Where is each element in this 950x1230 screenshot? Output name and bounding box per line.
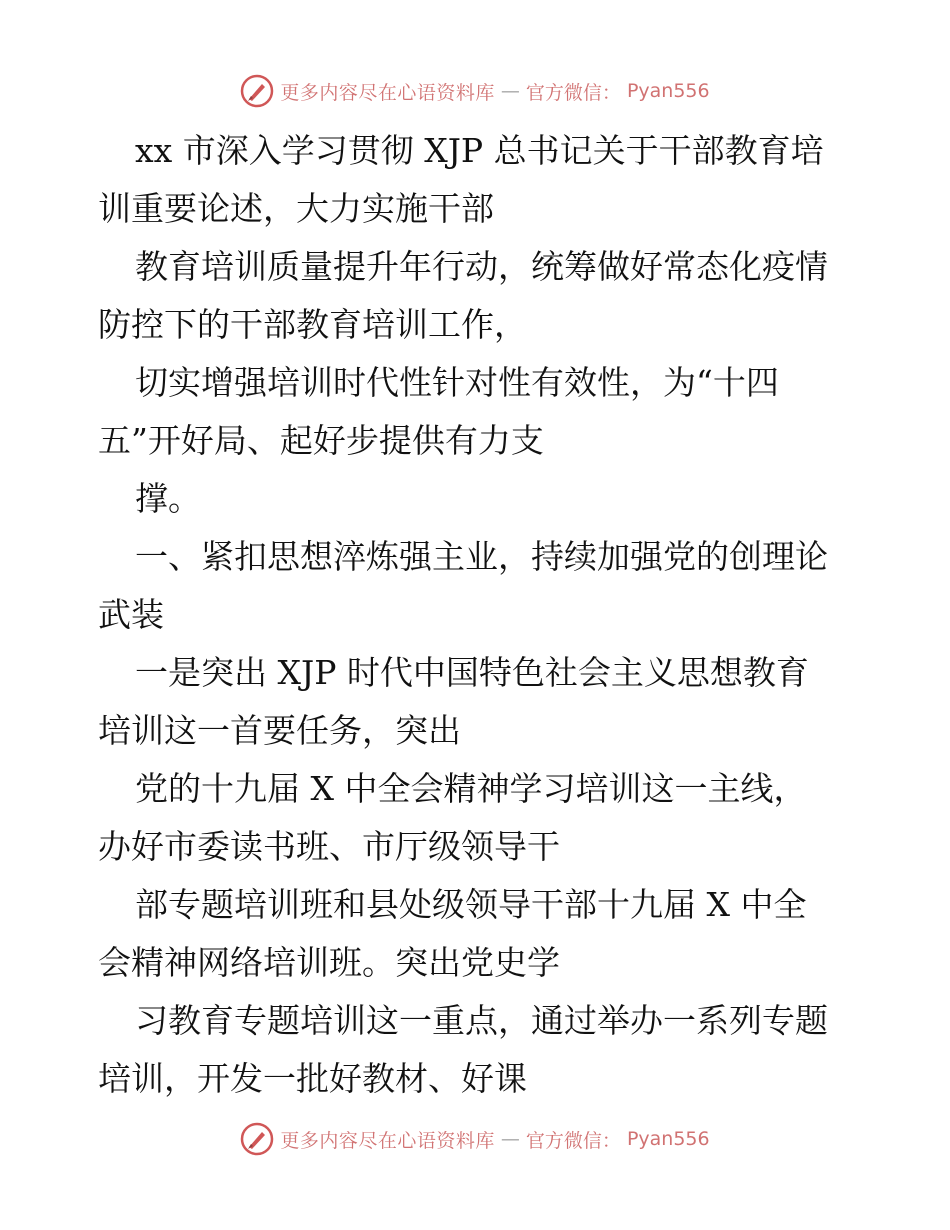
- section-heading-cont: 武装: [98, 595, 164, 634]
- text-line: 部专题培训班和县处级领导干部十九届 X 中全: [135, 885, 807, 924]
- text-line: 办好市委读书班、市厅级领导干: [98, 827, 560, 866]
- text-line: 培训这一首要任务，突出: [98, 711, 461, 750]
- watermark-header: [0, 74, 950, 108]
- watermark-label: 更多内容尽在心语资料库: [280, 81, 495, 104]
- document-body: [98, 122, 858, 1108]
- text-line: 会精神网络培训班。突出党史学: [98, 943, 560, 982]
- text-line: 撑。: [135, 479, 201, 518]
- watermark-separator: —: [500, 80, 520, 102]
- text-line: 防控下的干部教育培训工作，: [98, 305, 527, 344]
- watermark-separator: —: [500, 1128, 520, 1150]
- pen-logo-icon: [240, 74, 274, 108]
- text-line: 习教育专题培训这一重点，通过举办一系列专题: [135, 1001, 828, 1040]
- text-line: 教育培训质量提升年行动，统筹做好常态化疫情: [135, 247, 828, 286]
- pen-logo-icon: [240, 1122, 274, 1156]
- text-line: 党的十九届 X 中全会精神学习培训这一主线，: [135, 769, 807, 808]
- section-heading: 一、紧扣思想淬炼强主业，持续加强党的创理论: [135, 537, 828, 576]
- watermark-footer: [0, 1122, 950, 1156]
- text-line: 培训，开发一批好教材、好课: [98, 1059, 527, 1098]
- text-line: 切实增强培训时代性针对性有效性，为“十四: [135, 363, 779, 402]
- text-line: xx 市深入学习贯彻 XJP 总书记关于干部教育培: [135, 131, 824, 170]
- watermark-wechat-id: Pyan556: [626, 80, 710, 102]
- watermark-wechat-id: Pyan556: [626, 1128, 710, 1150]
- text-line: 五”开好局、起好步提供有力支: [98, 421, 544, 460]
- watermark-contact: 官方微信：: [525, 1129, 621, 1152]
- text-line: 一是突出 XJP 时代中国特色社会主义思想教育: [135, 653, 809, 692]
- watermark-contact: 官方微信：: [525, 81, 621, 104]
- watermark-label: 更多内容尽在心语资料库: [280, 1129, 495, 1152]
- text-line: 训重要论述，大力实施干部: [98, 189, 494, 228]
